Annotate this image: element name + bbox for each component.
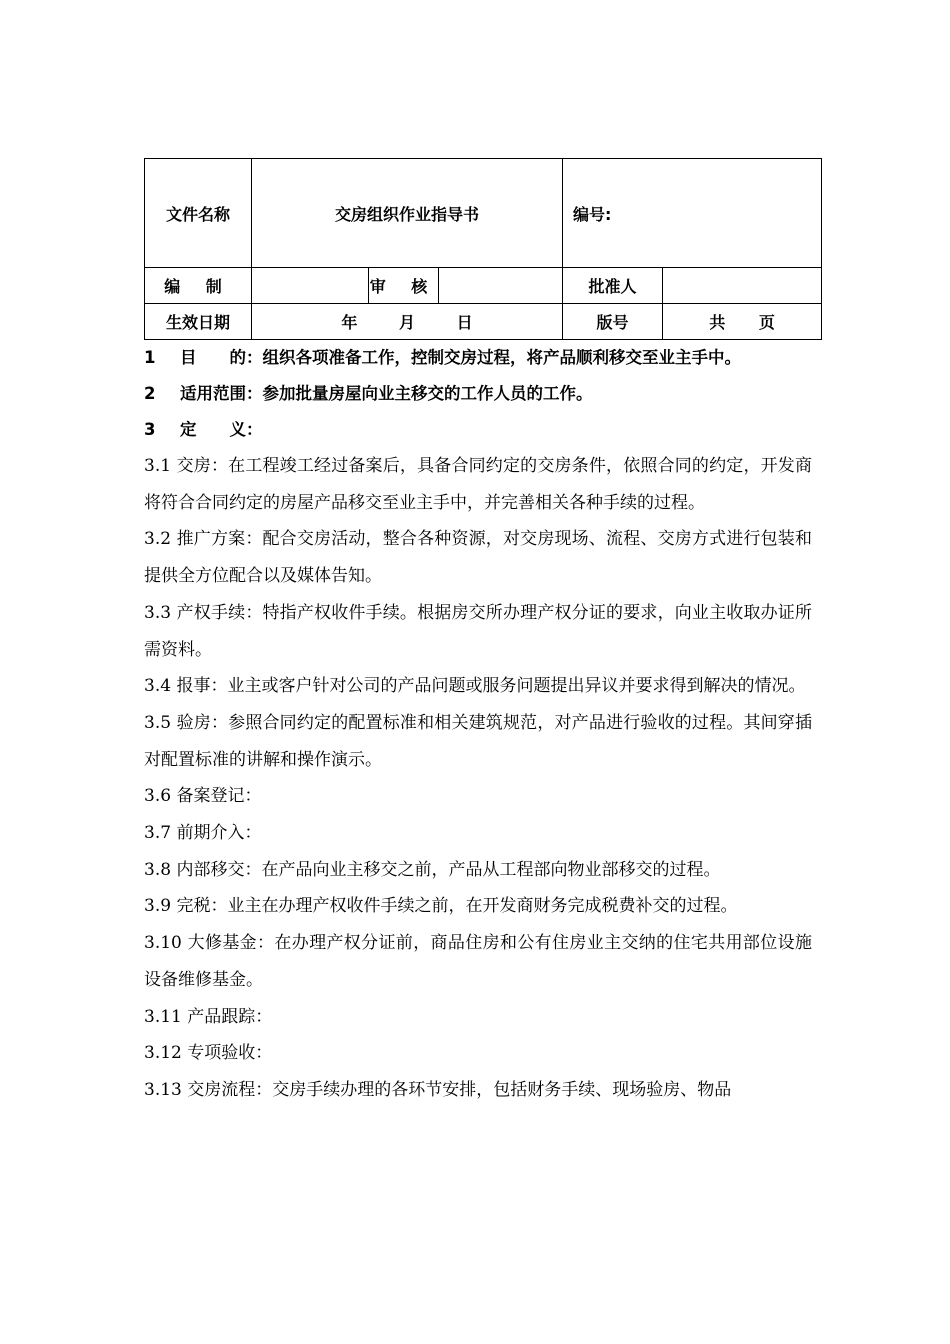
document-number-label: 编号: bbox=[563, 159, 822, 268]
section-text: 定 义： bbox=[180, 420, 263, 439]
definition-paragraph: 3.5 验房：参照合同约定的配置标准和相关建筑规范，对产品进行验收的过程。其间穿插对配置标准的讲解和操作演示。 bbox=[144, 712, 812, 770]
document-title: 交房组织作业指导书 bbox=[252, 159, 563, 268]
date-month: 月 bbox=[399, 313, 416, 332]
review-value bbox=[439, 268, 563, 304]
section-text: 目 的：组织各项准备工作，控制交房过程，将产品顺利移交至业主手中。 bbox=[180, 348, 741, 367]
review-label: 审 核 bbox=[369, 268, 439, 304]
compile-value bbox=[252, 268, 369, 304]
definition-paragraph: 3.2 推广方案：配合交房活动，整合各种资源，对交房现场、流程、交房方式进行包装和提供全方位配合以及媒体告知。 bbox=[144, 529, 812, 587]
pages-total-label: 共 bbox=[709, 313, 726, 332]
pages-cell bbox=[663, 304, 822, 340]
approver-label: 批准人 bbox=[563, 268, 663, 304]
date-day: 日 bbox=[456, 313, 473, 332]
definition-paragraph: 3.12 专项验收： bbox=[144, 1043, 273, 1064]
section-text: 适用范围：参加批量房屋向业主移交的工作人员的工作。 bbox=[180, 384, 593, 403]
version-label: 版号 bbox=[563, 304, 663, 340]
section-purpose bbox=[144, 340, 812, 376]
definition-paragraph: 3.9 完税：业主在办理产权收件手续之前，在开发商财务完成税费补交的过程。 bbox=[144, 896, 738, 917]
definition-paragraph: 3.8 内部移交：在产品向业主移交之前，产品从工程部向物业部移交的过程。 bbox=[144, 859, 721, 880]
definition-paragraph: 3.4 报事：业主或客户针对公司的产品问题或服务问题提出异议并要求得到解决的情况。 bbox=[144, 676, 806, 697]
definition-paragraph: 3.7 前期介入： bbox=[144, 823, 262, 844]
definition-paragraph: 3.10 大修基金：在办理产权分证前，商品住房和公有住房业主交纳的住宅共用部位设施设备维修基金。 bbox=[144, 933, 812, 990]
section-scope bbox=[144, 376, 812, 412]
effective-date-label: 生效日期 bbox=[145, 304, 252, 340]
definition-paragraph: 3.6 备案登记： bbox=[144, 786, 262, 807]
file-name-label: 文件名称 bbox=[145, 159, 252, 268]
date-year: 年 bbox=[341, 313, 358, 332]
definition-paragraph: 3.3 产权手续：特指产权收件手续。根据房交所办理产权分证的要求，向业主收取办证所需资料。 bbox=[144, 602, 812, 660]
compile-label: 编 制 bbox=[145, 268, 252, 304]
section-number: 2 bbox=[144, 384, 156, 403]
definition-paragraph: 3.11 产品跟踪： bbox=[144, 1006, 273, 1027]
effective-date-value bbox=[252, 304, 563, 340]
approver-value bbox=[663, 268, 822, 304]
section-number: 3 bbox=[144, 420, 156, 439]
pages-unit-label: 页 bbox=[758, 313, 775, 332]
definition-paragraph: 3.1 交房：在工程竣工经过备案后，具备合同约定的交房条件，依照合同的约定，开发商将符合合同约定的房屋产品移交至业主手中，并完善相关各种手续的过程。 bbox=[144, 456, 812, 513]
definition-paragraph: 3.13 交房流程：交房手续办理的各环节安排，包括财务手续、现场验房、物品 bbox=[144, 1079, 732, 1100]
section-number: 1 bbox=[144, 348, 156, 367]
document-body bbox=[144, 340, 812, 1109]
section-definitions bbox=[144, 412, 812, 448]
document-header-table bbox=[144, 158, 822, 340]
